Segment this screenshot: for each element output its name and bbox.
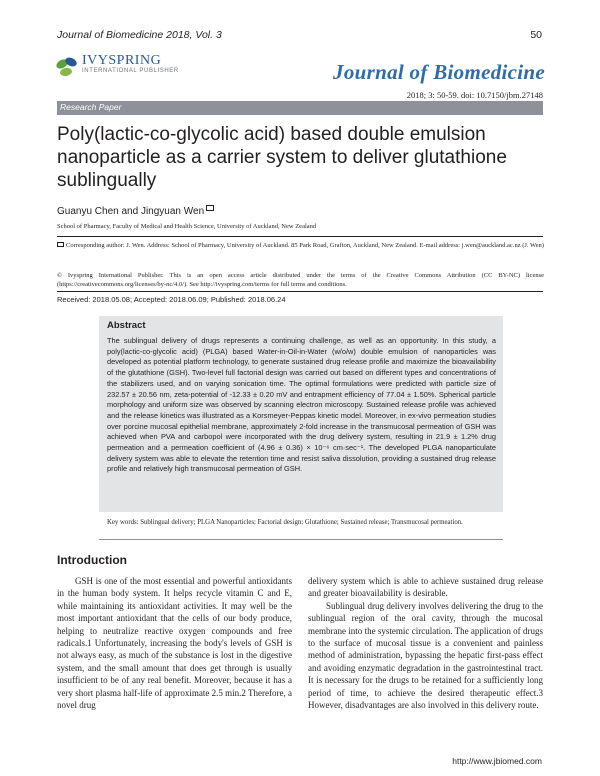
authors: [57, 205, 214, 217]
ivyspring-leaf-icon: [54, 55, 80, 79]
abstract-heading: Abstract: [107, 320, 146, 331]
publisher-name: IVYSPRING: [82, 53, 162, 68]
article-title: Poly(lactic-co-glycolic acid) based double emulsion nanoparticle as a carrier system to deliver glutathione sublingually: [57, 124, 507, 191]
divider: [57, 236, 543, 237]
introduction-heading: Introduction: [57, 553, 127, 567]
column-left: [57, 575, 292, 711]
keywords: Key words: Sublingual delivery; PLGA Nanoparticles; Factorial design; Glutathione; Sustained release; Transmucosal permeation.: [107, 519, 463, 526]
publisher-subtitle: INTERNATIONAL PUBLISHER: [82, 68, 179, 74]
corresponding-author: [57, 241, 544, 250]
article-type-label: Research Paper: [60, 102, 122, 112]
keywords-divider: [99, 539, 503, 540]
author-names: Guanyu Chen and Jingyuan Wen: [57, 206, 205, 217]
affiliation: School of Pharmacy, Faculty of Medical and Health Science, University of Auckland, New Zealand: [57, 223, 317, 230]
page-number: 50: [530, 29, 542, 41]
license-text: © Ivyspring International Publisher. This is an open access article distributed under the terms of the Creative Commons Attribution (CC BY-NC) license (https://creativecommons.org/licenses/by-nc/4.0/). See http://ivyspring.com/terms for full terms and conditions.: [57, 272, 544, 288]
envelope-icon: [206, 205, 214, 211]
article-dates: Received: 2018.05.08; Accepted: 2018.06.09; Published: 2018.06.24: [57, 295, 286, 304]
journal-volume: Journal of Biomedicine 2018, Vol. 3: [57, 29, 222, 41]
doi-line: 2018; 3: 50-59. doi: 10.7150/jbm.27148: [406, 90, 543, 100]
column-right: [308, 575, 543, 711]
article-type-bar: [57, 101, 543, 115]
divider: [57, 291, 543, 292]
paragraph: delivery system which is able to achieve sustained drug release and greater bioavailability is desirable.: [308, 576, 543, 599]
paragraph: GSH is one of the most essential and powerful antioxidants in the human body system. It helps recycle vitamin C and E, while maintaining its antioxidant activities. It may well be the most important antioxidant that the cells of our body produce, helping to neutralize reactive oxygen compounds and free radicals.1 Unfortunately, increasing the body's levels of GSH is not always easy, as much of the substance is lost in the digestive system, and the small amount that does get through is usually insufficient to be of any real benefit. Moreover, because it has a very short plasma half-life of approximate 2.5 min.2 Therefore, a novel drug: [57, 576, 292, 711]
journal-name-logo: Journal of Biomedicine: [333, 60, 545, 84]
paragraph: Sublingual drug delivery involves delivering the drug to the sublingual region of the oral cavity, through the mucosal membrane into the systemic circulation. The application of drugs to the surface of mucosal tissue is a convenient and painless method of administration, bypassing the hepatic first-pass effect and avoiding enzymatic degradation in the gastrointestinal tract. It is necessary for the drugs to be retained for a sufficiently long period of time, to achieve the desired therapeutic effect.3 However, disadvantages are also involved in this delivery route.: [308, 600, 543, 711]
journal-url[interactable]: http://www.jbiomed.com: [452, 756, 542, 766]
corresponding-text: Corresponding author: J. Wen. Address: School of Pharmacy, University of Auckland. 85 Park Road, Grafton, Auckland, New Zealand. E-mail address: j.wen@auckland.ac.nz (J. Wen): [66, 242, 544, 249]
envelope-icon: [57, 242, 64, 247]
abstract-text: The sublingual delivery of drugs represents a continuing challenge, as well as an opportunity. In this study, a poly(lactic-co-glycolic acid) (PLGA) based Water-in-Oil-in-Water (w/o/w) double emulsion of nanoparticles was developed as potential platform technology, to generate sustained drug release profile and maximize the bioavailability of the glutathione (GSH). Two-level full factorial design was carried out based on different types and concentrations of the stabilizers used, and on varying sonication time. The optimal formulations were predicted with particle size of 232.57 ± 20.56 nm, zeta-potential of -12.33 ± 0.20 mV and entrapment efficiency of 77.04 ± 1.50%. Spherical particle morphology and uniform size was observed by scanning electron microscopy. Sustained release profile was achieved and the release kinetics was illustrated as a Korsmeyer-Peppas kinetic model. Moreover, in ex-vivo permeation studies over porcine mucosal epithelial membrane, approximately 2-fold increase in the transmucosal permeation of GSH was achieved when PVA and carbopol were incorporated with the drug delivery system, resulting in 21.9 ± 1.2% drug permeation and a permeation coefficient of (4.96 ± 0.36) × 10⁻⁶ cm·sec⁻¹. The developed PLGA nanoparticulate delivery system was able to elevate the retention time and resist saliva dissolution, providing a sustained drug release profile and relatively high transmucosal permeation of GSH.: [107, 336, 496, 474]
